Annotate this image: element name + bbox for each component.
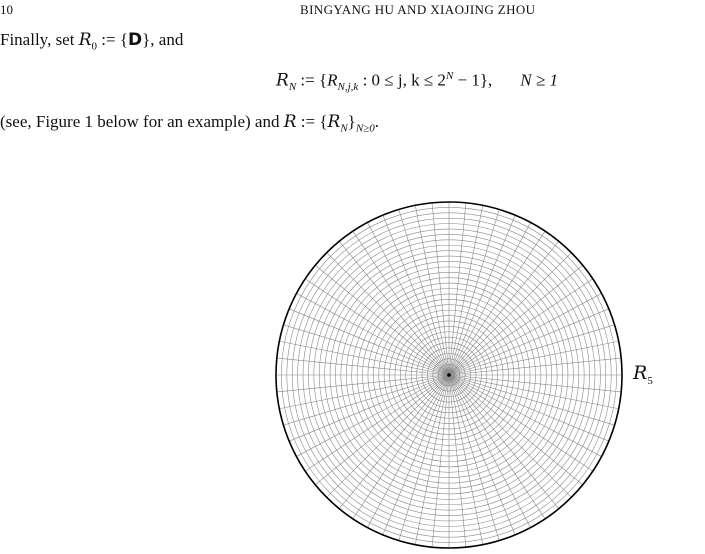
text-line-definition-r0: Finally, set $R_0$ := {D}, and [0,30,184,53]
figure-label: $R_5$ [633,362,653,387]
center-point [447,373,451,377]
running-head: BINGYANG HU AND XIAOJING ZHOU [300,2,536,17]
text-line-figure-reference: (see, Figure 1 below for an example) and R := $\{R_N\}_{N\ge 0}$. [0,112,379,135]
display-equation-rn: $R_N$ := {$R_{N,j,k}$ : 0 ≤ j, $k \le 2^N - 1$}, N ≥ 1 [276,70,558,94]
page-number: 10 [0,2,13,17]
